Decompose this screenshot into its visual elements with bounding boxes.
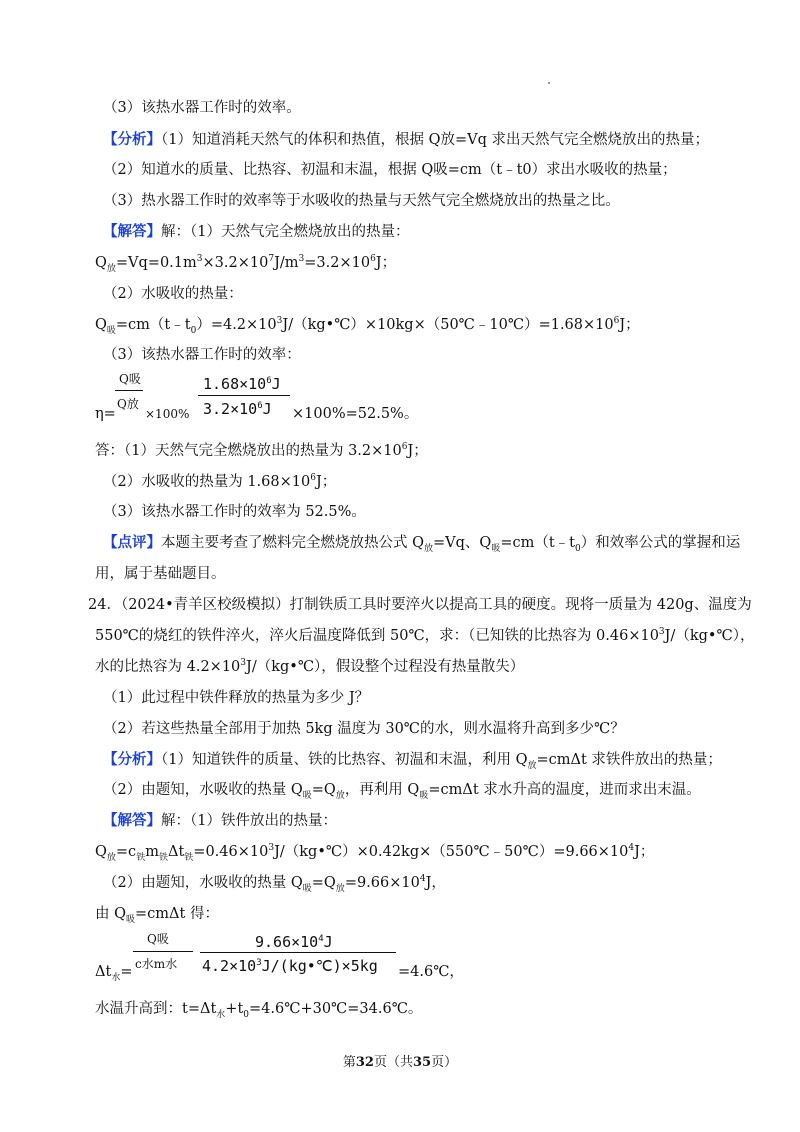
question-24-line-1: 24．（2024•青羊区校级模拟）打制铁质工具时要淬火以提高工具的硬度。现将一质量为 420g、温度为: [88, 597, 752, 613]
solution-line-1: 【解答】解：（1）天然气完全燃烧放出的热量：: [103, 223, 410, 240]
q24-solution-eq-1: $Q_放=c_铁m_铁\Delta t_铁=0.46\times 10^3J/(kg•℃)\times 0.42kg\times(550℃﹣50℃)=9.66\times 10^4J$；: [95, 843, 655, 863]
answer-line-1: 答：（1）天然气完全燃烧放出的热量为 $3.2\times 10^6J$；: [95, 442, 428, 459]
solution-line-2: （2）水吸收的热量：: [103, 286, 243, 302]
solution-eq-1: $Q_放=Vq=0.1m^3\times 3.2\times 10^7J/m^3=3.2\times 10^6J$；: [95, 254, 397, 274]
analysis-line-1: 【分析】（1）知道消耗天然气的体积和热值，根据 Q放=Vq 求出天然气完全燃烧放出的热量；: [103, 131, 709, 148]
scan-dot: [548, 82, 550, 84]
answer-line-3: （3）该热水器工作时的效率为 52.5%。: [103, 504, 366, 520]
question-24-line-3: 水的比热容为 $4.2\times 10^3J/(kg•℃)$，假设整个过程没有热量散失）: [95, 658, 525, 675]
comment-line-2: 用，属于基础题目。: [95, 566, 226, 582]
analysis-line-3: （3）热水器工作时的效率等于水吸收的热量与天然气完全燃烧放出的热量之比。: [103, 193, 620, 209]
answer-line-2: （2）水吸收的热量为 $1.68\times 10^6J$；: [103, 473, 337, 490]
question-24-part-1: （1）此过程中铁件释放的热量为多少 J？: [103, 690, 370, 706]
q24-analysis-line-2: （2）由题知，水吸收的热量 $Q_吸=Q_放$，再利用 $Q_吸=cm\Delta t$ 求水升高的温度，进而求出末温。: [103, 782, 701, 801]
page-footer: 第32页（共35页）: [342, 1055, 458, 1070]
solution-line-3: （3）该热水器工作时的效率：: [103, 347, 301, 363]
question-24-part-2: （2）若这些热量全部用于加热 5kg 温度为 30℃的水，则水温将升高到多少℃？: [103, 721, 625, 737]
solution-eq-2: $Q_吸=cm(t﹣t_0)=4.2\times 10^3J/(kg•℃)\times 10kg\times(50℃﹣10℃)=1.68\times 10^6J$；: [95, 316, 640, 336]
q24-solution-line-3: 由 $Q_吸=cm\Delta t$ 得：: [95, 906, 219, 925]
q24-solution-final: 水温升高到：$t=\Delta t_水+t_0=4.6℃+30℃=34.6℃$。: [95, 1001, 423, 1020]
question-3-text: （3）该热水器工作时的效率。: [103, 100, 301, 116]
analysis-line-2: （2）知道水的质量、比热容、初温和末温，根据 Q吸=cm（t﹣t0）求出水吸收的热量；: [103, 162, 677, 178]
document-page: （3）该热水器工作时的效率。 【分析】（1）知道消耗天然气的体积和热值，根据 Q放=Vq 求出天然气完全燃烧放出的热量； （2）知道水的质量、比热容、初温和末温，根据 Q吸=cm（t﹣t0）求出水吸收的热量； （3）热水器工作时的效率等于水吸收的热量与天然气完全燃烧放出的热量之比。 【解答】解：（1）天然气完全燃烧放出的热量： $Q_放=Vq=0.1m^3\times 3.2\times 10^7J/m^3=3.2\times 10^6J$； （2）水吸收的热量： $Q_吸=cm(t﹣t_0)=4.2\times 10^3J/(kg•℃)\times 10kg\times(50℃﹣10℃)=1.68\times 10^6J$； （3）该热水器工作时的效率： Q吸 Q放 η= ×100% $1.68\times 10^6J$ $3.2\times 10^6J$ ×100%=52.5%。 答：（1）天然气完全燃烧放出的热量为 $3.2\times 10^6J$； （2）水吸收的热量为 $1.68\times 10^6J$； （3）该热水器工作时的效率为 52.5%。 【点评】本题主要考查了燃料完全燃烧放热公式 $Q_放=Vq$、$Q_吸=cm(t﹣t_0)$和效率公式的掌握和运 用，属于基础题目。 24．（2024•青羊区校级模拟）打制铁质工具时要淬火以提高工具的硬度。现将一质量为 420g、温度为 550℃的烧红的铁件淬火，淬火后温度降低到 50℃，求：（已知铁的比热容为 $0.46\times 10^3J/(kg•℃)$， 水的比热容为 $4.2\times 10^3J/(kg•℃)$，假设整个过程没有热量散失） （1）此过程中铁件释放的热量为多少 J？ （2）若这些热量全部用于加热 5kg 温度为 30℃的水，则水温将升高到多少℃？ 【分析】（1）知道铁件的质量、铁的比热容、初温和末温，利用 $Q_放=cm\Delta t$ 求铁件放出的热量； （2）由题知，水吸收的热量 $Q_吸=Q_放$，再利用 $Q_吸=cm\Delta t$ 求水升高的温度，进而求出末温。 【解答】解：（1）铁件放出的热量： $Q_放=c_铁m_铁\Delta t_铁=0.46\times 10^3J/(kg•℃)\times 0.42kg\times(550℃﹣50℃)=9.66\times 10^4J$； （2）由题知，水吸收的热量 $Q_吸=Q_放=9.66\times 10^4J$， 由 $Q_吸=cm\Delta t$ 得： Q吸 c水m水 $\Delta t_水=$ $9.66\times 10^4J$ $4.2\times 10^3J/(kg•℃)\times 5kg$ =4.6℃， 水温升高到：$t=\Delta t_水+t_0=4.6℃+30℃=34.6℃$。 第32页（共35页）: [0, 0, 800, 1132]
question-24-line-2: 550℃的烧红的铁件淬火，淬火后温度降低到 50℃，求：（已知铁的比热容为 $0.46\times 10^3J/(kg•℃)$，: [95, 627, 755, 644]
q24-solution-line-2: （2）由题知，水吸收的热量 $Q_吸=Q_放=9.66\times 10^4J$，: [103, 874, 446, 894]
q24-analysis-line-1: 【分析】（1）知道铁件的质量、铁的比热容、初温和末温，利用 $Q_放=cm\Delta t$ 求铁件放出的热量；: [103, 751, 722, 771]
q24-solution-line-1: 【解答】解：（1）铁件放出的热量：: [103, 812, 337, 829]
comment-line-1: 【点评】本题主要考查了燃料完全燃烧放热公式 $Q_放=Vq$、$Q_吸=cm(t﹣t_0)$和效率公式的掌握和运: [103, 534, 741, 554]
